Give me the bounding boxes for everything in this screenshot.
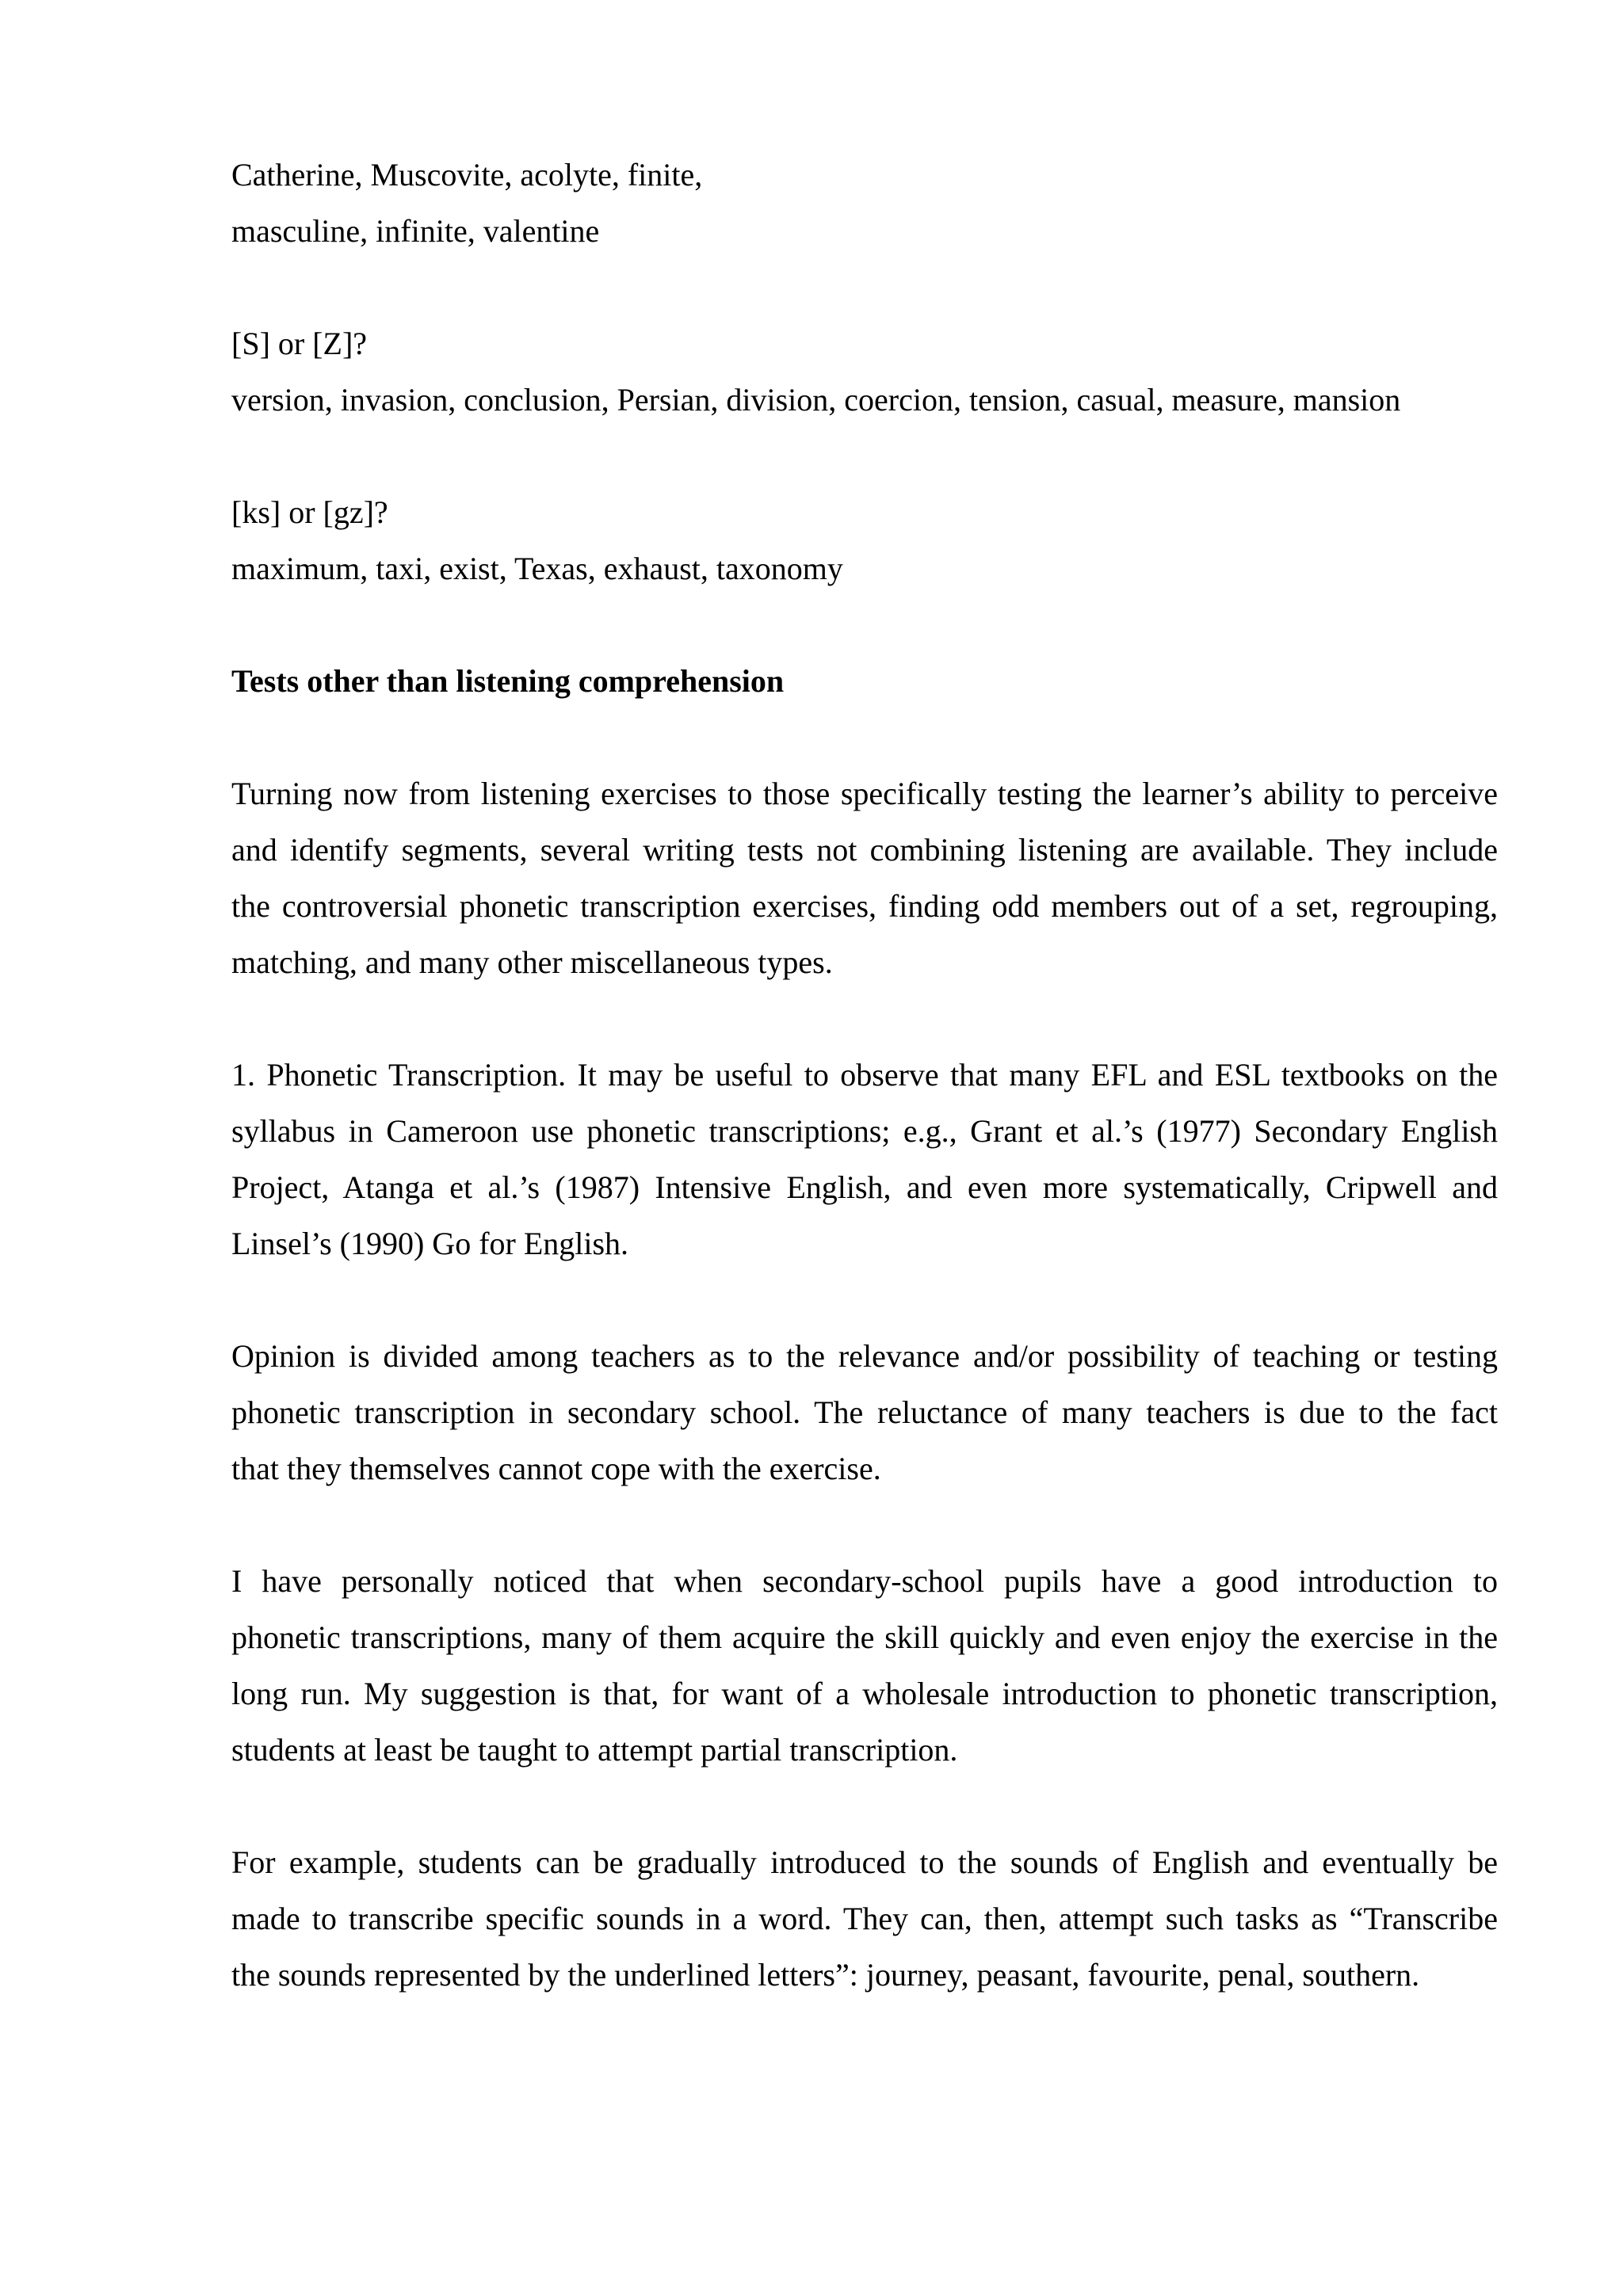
page-content [231, 147, 1498, 2059]
paragraph-line: that they themselves cannot cope with the exercise. [231, 1451, 881, 1486]
paragraph-line: made to transcribe specific sounds in a word. They can, then, attempt such tasks as “Transcribe [231, 1901, 1498, 1936]
paragraph-line: the controversial phonetic transcription exercises, finding odd members out of a set, regrouping, [231, 888, 1498, 924]
word-list-words: maximum, taxi, exist, Texas, exhaust, taxonomy [231, 551, 843, 586]
word-list-ks-or-gz [231, 484, 1498, 597]
paragraph-line: Turning now from listening exercises to those specifically testing the learner’s ability to perceive [231, 776, 1498, 811]
section-heading: Tests other than listening comprehension [231, 663, 785, 699]
paragraph-line: 1. Phonetic Transcription. It may be useful to observe that many EFL and ESL textbooks on the [231, 1057, 1498, 1093]
paragraph-line: phonetic transcriptions, many of them acquire the skill quickly and even enjoy the exercise in the [231, 1619, 1498, 1655]
paragraph-line: I have personally noticed that when secondary-school pupils have a good introduction to [231, 1563, 1498, 1599]
paragraph-line: matching, and many other miscellaneous types. [231, 944, 833, 980]
word-list-words: version, invasion, conclusion, Persian, division, coercion, tension, casual, measure, mansion [231, 382, 1401, 418]
paragraph-line: students at least be taught to attempt partial transcription. [231, 1732, 958, 1768]
paragraph-line: syllabus in Cameroon use phonetic transcriptions; e.g., Grant et al.’s (1977) Secondary English [231, 1113, 1498, 1149]
paragraph-opinion [231, 1328, 1498, 1497]
paragraph-phonetic-transcription [231, 1047, 1498, 1272]
word-list-ite-ending [231, 147, 1498, 259]
paragraph-personal-observation [231, 1553, 1498, 1778]
paragraph-line: long run. My suggestion is that, for want of a wholesale introduction to phonetic transcription, [231, 1676, 1498, 1711]
paragraph-line: Opinion is divided among teachers as to the relevance and/or possibility of teaching or testing [231, 1338, 1498, 1374]
paragraph-line: Linsel’s (1990) Go for English. [231, 1226, 629, 1261]
word-list-question: [S] or [Z]? [231, 326, 368, 361]
word-list-line: masculine, infinite, valentine [231, 213, 600, 249]
paragraph-line: and identify segments, several writing tests not combining listening are available. They include [231, 832, 1498, 868]
paragraph-example [231, 1834, 1498, 2003]
paragraph-line: the sounds represented by the underlined letters”: journey, peasant, favourite, penal, southern. [231, 1957, 1420, 1993]
paragraph-line: Project, Atanga et al.’s (1987) Intensive English, and even more systematically, Cripwell and [231, 1169, 1498, 1205]
paragraph-intro [231, 765, 1498, 990]
paragraph-line: phonetic transcription in secondary school. The reluctance of many teachers is due to the fact [231, 1394, 1498, 1430]
word-list-question: [ks] or [gz]? [231, 494, 388, 530]
paragraph-line: For example, students can be gradually introduced to the sounds of English and eventually be [231, 1844, 1498, 1880]
word-list-s-or-z [231, 315, 1498, 428]
word-list-line: Catherine, Muscovite, acolyte, finite, [231, 157, 703, 193]
